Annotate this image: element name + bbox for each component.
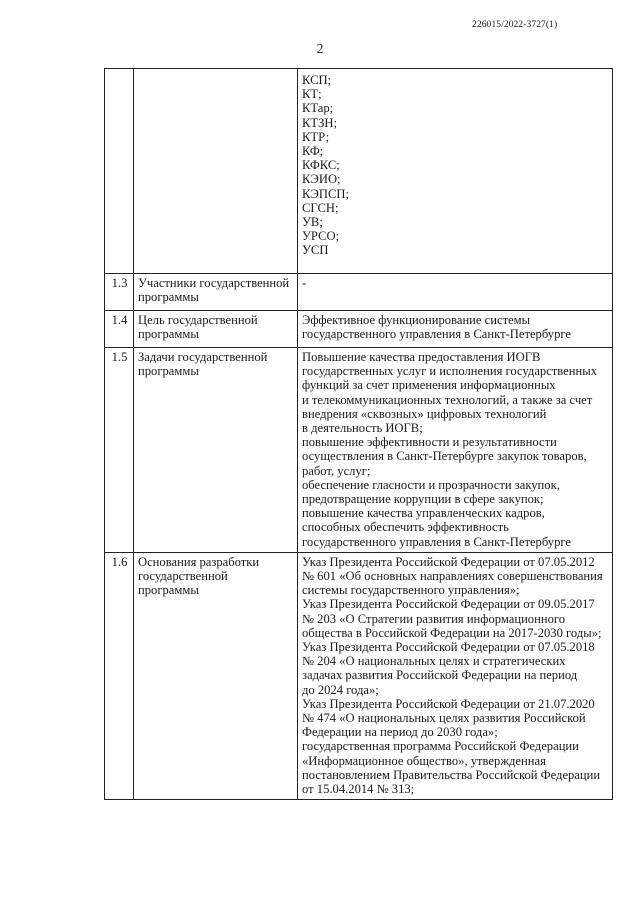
value-line: до 2024 года»; (302, 682, 379, 697)
value-line: «Информационное общество», утвержденная (302, 753, 546, 768)
value-line: УСП (302, 243, 329, 258)
value-line: Эффективное функционирование системы (302, 313, 531, 327)
value-line: КТ; (302, 87, 322, 102)
row-value-cell (298, 274, 613, 311)
value-line: повышение эффективности и результативности (302, 435, 557, 450)
value-line: предотвращение коррупции в сфере закупок; (302, 492, 544, 507)
value-line: КТР; (302, 129, 330, 144)
label-line: Основания разработки (138, 554, 260, 569)
row-label-cell (134, 311, 298, 348)
row-label-cell (134, 69, 298, 274)
program-passport-table (104, 68, 613, 800)
value-line: КТЗН; (302, 115, 337, 130)
value-line: задачах развития Российской Федерации на период (302, 668, 578, 683)
row-label-cell (134, 274, 298, 311)
value-line: Федерации на период до 2030 года»; (302, 725, 498, 740)
label-line: Цель государственной (138, 313, 258, 327)
value-line: обеспечение гласности и прозрачности закупок, (302, 477, 560, 492)
value-line: - (302, 276, 307, 290)
value-line: повышение качества управленческих кадров, (302, 506, 545, 521)
value-line: системы государственного управления»; (302, 583, 520, 598)
value-line: КЭПСП; (302, 186, 349, 201)
value-line: внедрения «сквозных» цифровых технологий (302, 406, 547, 421)
value-line: № 601 «Об основных направлениях совершенствования (302, 569, 603, 584)
table-row (105, 69, 613, 274)
value-line: постановлением Правительства Российской Федерации (302, 767, 601, 782)
value-line: в деятельность ИОГВ; (302, 421, 423, 436)
value-line: государственных услуг и исполнения государственных (302, 364, 598, 379)
value-line: КФКС; (302, 158, 340, 173)
row-number-cell: 1.4 (105, 311, 134, 348)
label-line: программы (138, 364, 199, 379)
value-line: СГСН; (302, 200, 339, 215)
value-line: функций за счет применения информационных (302, 378, 556, 393)
value-line: осуществления в Санкт-Петербурге закупок товаров, (302, 449, 587, 464)
page-number: 2 (316, 41, 324, 56)
value-line: № 474 «О национальных целях развития Российской (302, 711, 586, 726)
row-value-cell (298, 552, 613, 799)
table-row (105, 348, 613, 553)
value-line: государственного управления в Санкт-Петербурге (302, 327, 571, 342)
row-number-cell: 1.5 (105, 348, 134, 553)
row-value-cell (298, 69, 613, 274)
label-line: Задачи государственной (138, 350, 268, 364)
document-registration-number: 226015/2022-3727(1) (472, 20, 558, 30)
value-line: Указ Президента Российской Федерации от 07.05.2012 (302, 554, 595, 569)
value-line: № 203 «О Стратегии развития информационного (302, 611, 566, 626)
value-line: № 204 «О национальных целях и стратегических (302, 654, 566, 669)
row-label-cell (134, 348, 298, 553)
row-label-cell (134, 552, 298, 799)
table-row (105, 311, 613, 348)
value-line: общества в Российской Федерации на 2017-2030 годы»; (302, 625, 602, 640)
value-line: от 15.04.2014 № 313; (302, 782, 415, 797)
row-number-cell (105, 69, 134, 274)
value-line: УРСО; (302, 229, 340, 244)
value-line: работ, услуг; (302, 463, 371, 478)
row-number-cell: 1.3 (105, 274, 134, 311)
value-line: государственного управления в Санкт-Петербурге (302, 534, 571, 549)
label-line: государственной (138, 569, 228, 584)
value-line: государственная программа Российской Федерации (302, 739, 579, 754)
value-line: и телекоммуникационных технологий, а также за счет (302, 392, 593, 407)
value-line: Указ Президента Российской Федерации от 07.05.2018 (302, 640, 595, 655)
label-line: программы (138, 583, 199, 598)
value-line: Указ Президента Российской Федерации от 09.05.2017 (302, 597, 595, 612)
row-value-cell (298, 348, 613, 553)
label-line: программы (138, 327, 199, 342)
value-line: Указ Президента Российской Федерации от 21.07.2020 (302, 696, 595, 711)
label-line: Участники государственной (138, 276, 290, 290)
value-line: КСП; (302, 73, 332, 87)
value-line: КТар; (302, 101, 334, 116)
table-row (105, 552, 613, 799)
value-line: Повышение качества предоставления ИОГВ (302, 350, 541, 364)
label-line: программы (138, 290, 199, 305)
value-line: способных обеспечить эффективность (302, 520, 509, 535)
row-value-cell (298, 311, 613, 348)
value-line: КФ; (302, 144, 324, 159)
value-line: УВ; (302, 215, 323, 230)
table-row (105, 274, 613, 311)
row-number-cell: 1.6 (105, 552, 134, 799)
value-line: КЭИО; (302, 172, 341, 187)
